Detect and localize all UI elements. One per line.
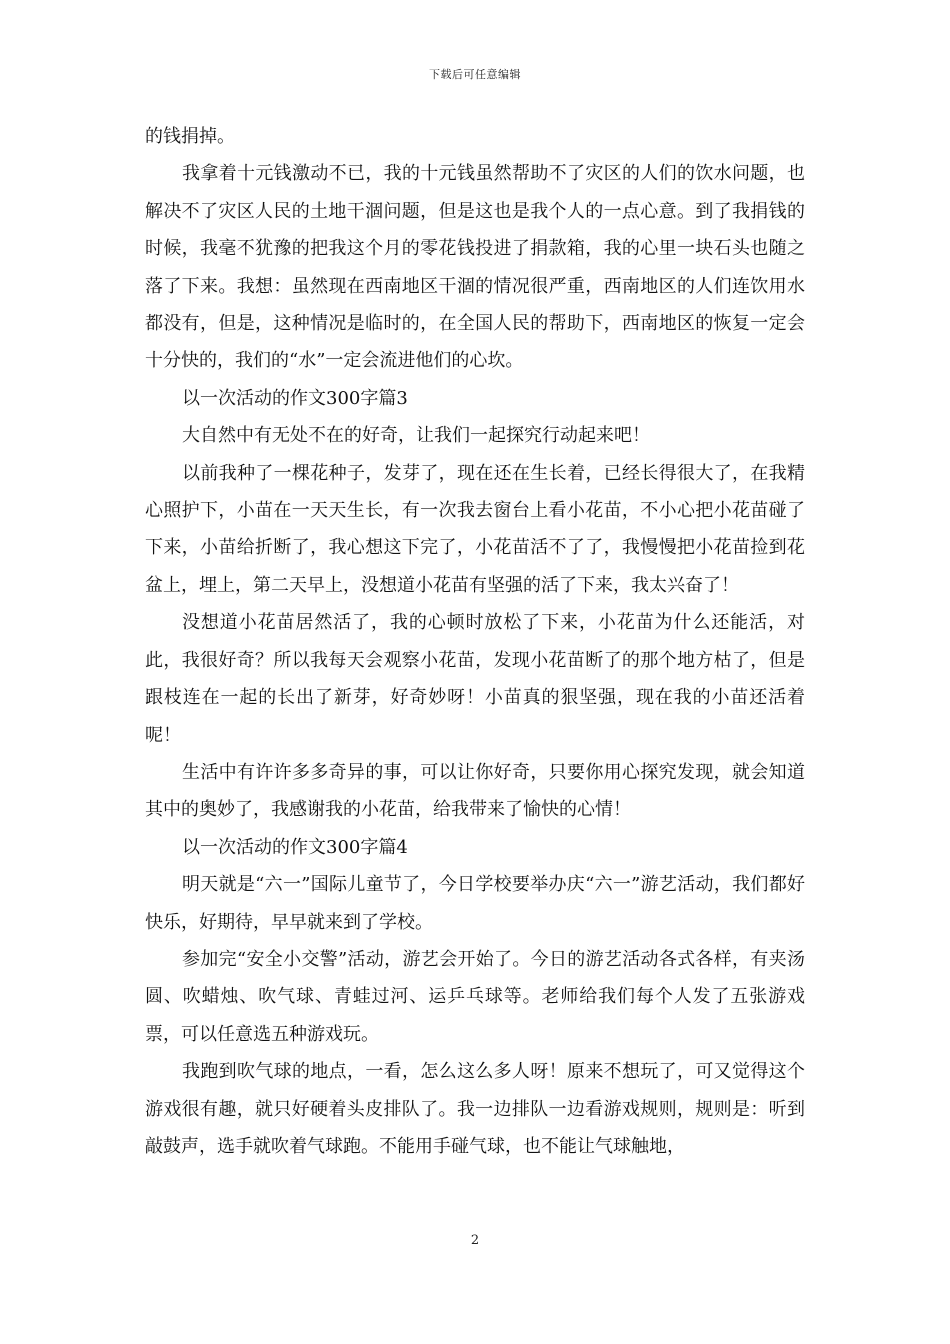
paragraph: 我跑到吹气球的地点，一看，怎么这么多人呀！原来不想玩了，可又觉得这个游戏很有趣，就只好硬着头皮排队了。我一边排队一边看游戏规则，规则是：听到敲鼓声，选手就吹着气球跑。不能用手碰气球，也不能让气球触地， [145, 1061, 805, 1157]
paragraph-continuation: 的钱捐掉。 [145, 126, 235, 147]
paragraph: 我拿着十元钱激动不已，我的十元钱虽然帮助不了灾区的人们的饮水问题，也解决不了灾区人民的土地干涸问题，但是这也是我个人的一点心意。到了我捐钱的时候，我毫不犹豫的把我这个月的零花钱投进了捐款箱，我的心里一块石头也随之落了下来。我想：虽然现在西南地区干涸的情况很严重，西南地区的人们连饮用水都没有，但是，这种情况是临时的，在全国人民的帮助下，西南地区的恢复一定会十分快的，我们的“水”一定会流进他们的心坎。 [145, 163, 805, 372]
section-heading: 以一次活动的作文300字篇3 [182, 387, 408, 409]
section-heading: 以一次活动的作文300字篇4 [182, 836, 408, 858]
paragraph: 以前我种了一棵花种子，发芽了，现在还在生长着，已经长得很大了，在我精心照护下，小苗在一天天生长，有一次我去窗台上看小花苗，不小心把小花苗碰了下来，小苗给折断了，我心想这下完了，小花苗活不了了，我慢慢把小花苗捡到花盆上，埋上，第二天早上，没想道小花苗有坚强的活了下来，我太兴奋了！ [145, 462, 805, 596]
page-number: 2 [470, 1233, 480, 1248]
paragraph: 大自然中有无处不在的好奇，让我们一起探究行动起来吧！ [182, 425, 650, 447]
paragraph: 没想道小花苗居然活了，我的心顿时放松了下来，小花苗为什么还能活，对此，我很好奇？所以我每天会观察小花苗，发现小花苗断了的那个地方枯了，但是跟枝连在一起的长出了新芽，好奇妙呀！小苗真的狠坚强，现在我的小苗还活着呢！ [145, 612, 805, 746]
paragraph: 明天就是“六一”国际儿童节了，今日学校要举办庆“六一”游艺活动，我们都好快乐，好期待，早早就来到了学校。 [145, 874, 805, 933]
paragraph: 参加完“安全小交警”活动，游艺会开始了。今日的游艺活动各式各样，有夹汤圆、吹蜡烛、吹气球、青蛙过河、运乒乓球等。老师给我们每个人发了五张游戏票，可以任意选五种游戏玩。 [145, 948, 805, 1045]
page-header: 下载后可任意编辑 [429, 68, 521, 81]
paragraph: 生活中有许许多多奇异的事，可以让你好奇，只要你用心探究发现，就会知道其中的奥妙了，我感谢我的小花苗，给我带来了愉快的心情！ [145, 761, 805, 821]
document-body [145, 118, 805, 1165]
